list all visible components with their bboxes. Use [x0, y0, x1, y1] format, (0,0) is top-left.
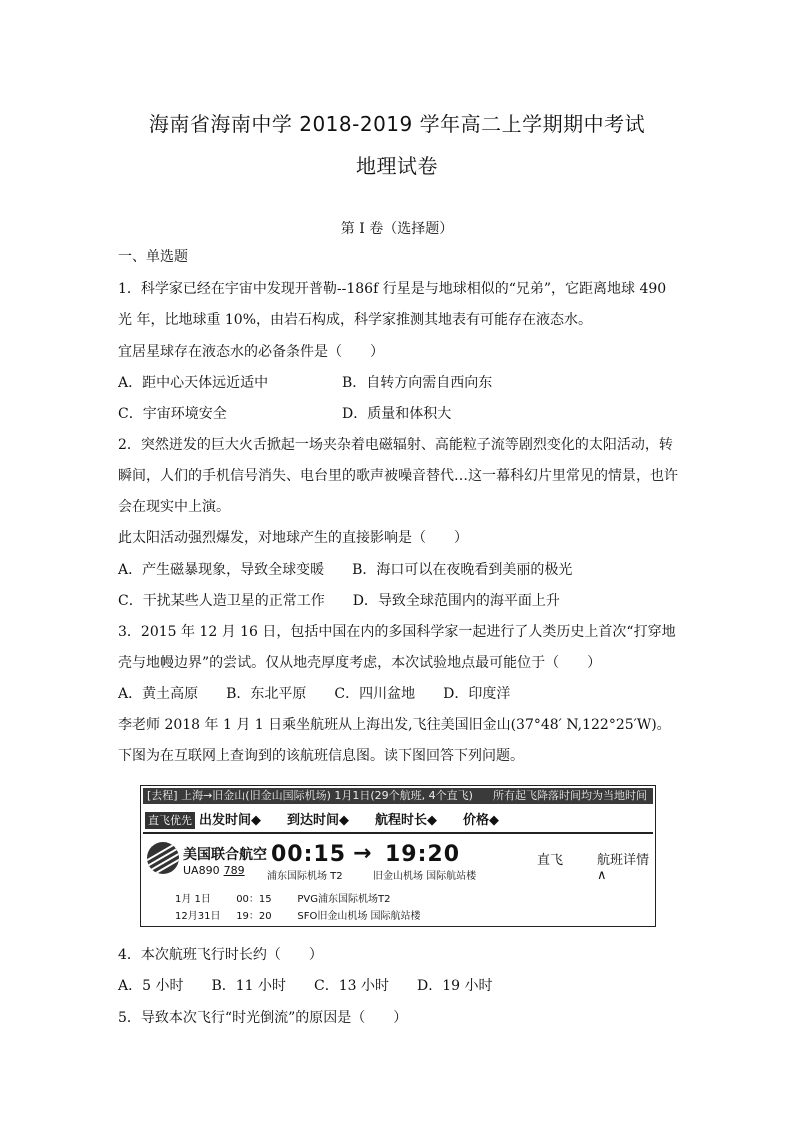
sort-duration: 航程时长◆: [375, 813, 437, 828]
intro-text: 下图为在互联网上查询到的该航班信息图。读下图回答下列问题。: [118, 748, 524, 764]
direct-label: 直飞: [537, 853, 564, 868]
airline-logo-icon: [147, 842, 179, 874]
q1-text: 光 年，比地球重 10%，由岩石构成，科学家推测其地表有可能存在液态水。: [118, 312, 593, 328]
q2-text: 2．突然迸发的巨大火舌掀起一场夹杂着电磁辐射、高能粒子流等剧烈变化的太阳活动，转: [118, 437, 673, 453]
exam-subtitle: 地理试卷: [356, 154, 438, 178]
departure-time: 00:15: [271, 842, 347, 867]
arrive-airport: SFO旧金山机场 国际航站楼: [297, 911, 421, 922]
q2-stem: 此太阳活动强烈爆发，对地球产生的直接影响是（ ）: [118, 530, 468, 546]
q1-option-b: B．自转方向需自西向东: [342, 375, 493, 391]
flight-code: UA890: [183, 864, 220, 877]
arrive-detail-row: [175, 907, 421, 922]
depart-detail-row: [175, 890, 390, 905]
arrival-time: 19:20: [385, 842, 461, 867]
q2-text: 瞬间，人们的手机信号消失、电台里的歌声被噪音替代…这一幕科幻片里常见的情景，也许: [118, 468, 678, 484]
sort-arrive: 到达时间◆: [287, 813, 349, 828]
arrow-right-icon: →: [353, 841, 372, 866]
flight-info-figure: [140, 785, 656, 927]
arrive-time: 19：20: [236, 911, 272, 922]
arrival-airport: 旧金山机场 国际航站楼: [373, 871, 477, 882]
part-heading: 一、单选题: [118, 249, 188, 265]
sort-bar: [143, 810, 653, 834]
q4-stem: 4．本次航班飞行时长约（ ）: [118, 947, 323, 963]
flight-route: [去程] 上海→旧金山(旧金山国际机场) 1月1日(29个航班, 4个直飞): [147, 789, 473, 802]
q1-text: 1．科学家已经在宇宙中发现开普勒--186f 行星是与地球相似的“兄弟”，它距离地球 490: [118, 281, 667, 297]
depart-airport: PVG浦东国际机场T2: [297, 894, 391, 905]
section-heading: 第 I 卷（选择题）: [340, 221, 454, 237]
intro-text: 李老师 2018 年 1 月 1 日乘坐航班从上海出发,飞往美国旧金山(37°48′ N,122°25′W)。: [118, 717, 671, 733]
q1-option-a: A．距中心天体远近适中: [118, 375, 269, 391]
sort-price: 价格◆: [463, 813, 499, 828]
flight-number: [183, 864, 245, 877]
arrive-date: 12月31日: [175, 911, 221, 922]
depart-date: 1月 1日: [175, 894, 211, 905]
q2-text: 会在现实中上演。: [118, 499, 230, 515]
q1-option-c: C．宇宙环境安全: [118, 406, 227, 422]
sort-depart: 出发时间◆: [199, 813, 261, 828]
flight-detail-link[interactable]: 航班详情∧: [597, 853, 650, 883]
q3-text: 3．2015 年 12 月 16 日，包括中国在内的多国科学家一起进行了人类历史上首次“打穿地: [118, 624, 676, 640]
aircraft-code: 789: [223, 864, 245, 877]
airline-name: 美国联合航空: [183, 847, 267, 863]
depart-time: 00：15: [236, 894, 272, 905]
departure-airport: 浦东国际机场 T2: [267, 871, 343, 882]
q3-options: A．黄土高原 B．东北平原 C．四川盆地 D．印度洋: [118, 686, 511, 702]
time-note: 所有起飞降落时间均为当地时间: [493, 789, 647, 802]
flight-header: [143, 788, 653, 804]
q3-text: 壳与地幔边界”的尝试。仅从地壳厚度考虑，本次试验地点最可能位于（ ）: [118, 655, 602, 671]
exam-title: 海南省海南中学 2018-2019 学年高二上学期期中考试: [148, 112, 646, 136]
q4-options: A．5 小时 B．11 小时 C．13 小时 D．19 小时: [118, 978, 493, 994]
q2-options-ab: A．产生磁暴现象，导致全球变暖 B．海口可以在夜晚看到美丽的极光: [118, 562, 573, 578]
q1-option-d: D．质量和体积大: [342, 406, 452, 422]
q2-options-cd: C．干扰某些人造卫星的正常工作 D．导致全球范围内的海平面上升: [118, 593, 560, 609]
q5-stem: 5．导致本次飞行“时光倒流”的原因是（ ）: [118, 1010, 408, 1026]
direct-first-tag: 直飞优先: [145, 812, 195, 829]
q1-stem: 宜居星球存在液态水的必备条件是（ ）: [118, 344, 384, 360]
